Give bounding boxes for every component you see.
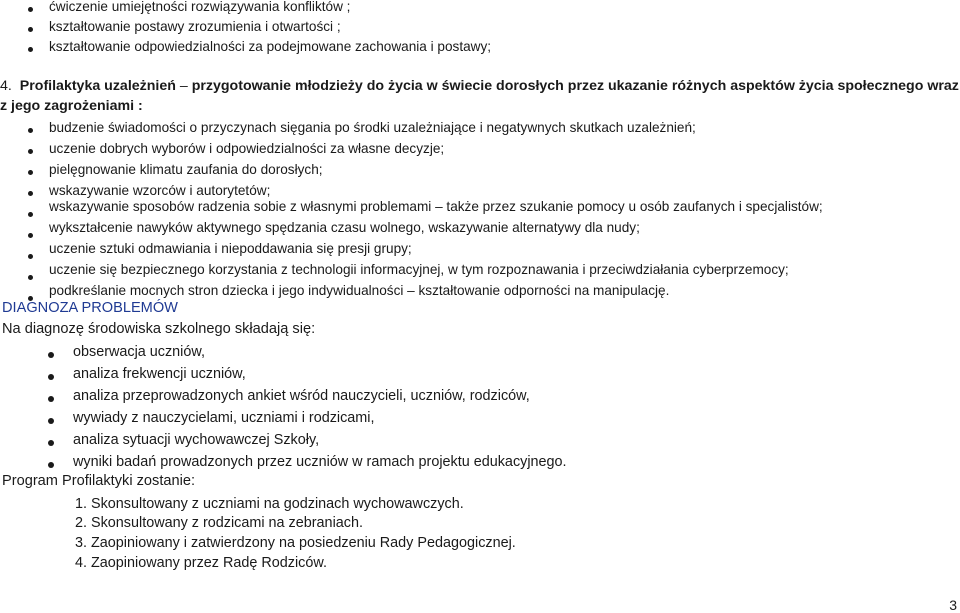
list-item: podkreślanie mocnych stron dziecka i jego indywidualności – kształtowanie odporności na manipulację. (49, 283, 670, 298)
list-item: wskazywanie wzorców i autorytetów; (49, 183, 271, 198)
bullet-icon (28, 27, 33, 32)
program-step: 3. Zaopiniowany i zatwierdzony na posiedzeniu Rady Pedagogicznej. (75, 535, 516, 551)
bullet-icon (48, 440, 54, 446)
list-item: wywiady z nauczycielami, uczniami i rodzicami, (73, 410, 375, 426)
bullet-icon (28, 275, 33, 280)
list-item: wskazywanie sposobów radzenia sobie z własnymi problemami – także przez szukanie pomocy u osób zaufanych i specjalistów; (49, 199, 823, 214)
bullet-icon (28, 170, 33, 175)
bullet-icon (48, 352, 54, 358)
list-item: analiza przeprowadzonych ankiet wśród nauczycieli, uczniów, rodziców, (73, 388, 530, 404)
bullet-icon (28, 128, 33, 133)
list-item: kształtowanie odpowiedzialności za podejmowane zachowania i postawy; (49, 39, 492, 54)
title-dash: – (179, 78, 188, 94)
section-title-line2-text: z jego zagrożeniami : (0, 98, 143, 114)
list-item: wyniki badań prowadzonych przez uczniów w ramach projektu edukacyjnego. (73, 454, 567, 470)
diagnoza-heading: DIAGNOZA PROBLEMÓW (2, 300, 178, 316)
list-item: wykształcenie nawyków aktywnego spędzania czasu wolnego, wskazywanie alternatywy dla nudy; (49, 220, 640, 235)
section-title-line2 (0, 98, 143, 114)
bullet-icon (28, 233, 33, 238)
list-item: pielęgnowanie klimatu zaufania do dorosłych; (49, 162, 323, 177)
list-item: ćwiczenie umiejętności rozwiązywania konfliktów ; (49, 0, 351, 14)
diagnoza-intro: Na diagnozę środowiska szkolnego składają się: (2, 321, 316, 337)
program-step: 4. Zaopiniowany przez Radę Rodziców. (75, 555, 327, 571)
list-item: obserwacja uczniów, (73, 344, 205, 360)
bullet-icon (48, 462, 54, 468)
list-item: analiza sytuacji wychowawczej Szkoły, (73, 432, 320, 448)
section-title: Profilaktyka uzależnień (19, 78, 176, 94)
bullet-icon (28, 254, 33, 259)
bullet-icon (28, 212, 33, 217)
section-heading (0, 78, 959, 94)
page-number: 3 (949, 597, 957, 613)
section-title-rest: przygotowanie młodzieży do życia w świecie dorosłych przez ukazanie różnych aspektów życia społecznego wraz (191, 78, 959, 94)
program-intro: Program Profilaktyki zostanie: (2, 473, 196, 489)
section-number: 4. (0, 78, 12, 94)
bullet-icon (28, 191, 33, 196)
bullet-icon (48, 418, 54, 424)
list-item: analiza frekwencji uczniów, (73, 366, 246, 382)
bullet-icon (28, 7, 33, 12)
list-item: uczenie sztuki odmawiania i niepoddawania się presji grupy; (49, 241, 412, 256)
list-item: uczenie dobrych wyborów i odpowiedzialności za własne decyzje; (49, 141, 445, 156)
bullet-icon (48, 396, 54, 402)
bullet-icon (28, 149, 33, 154)
list-item: budzenie świadomości o przyczynach sięgania po środki uzależniające i negatywnych skutkach uzależnień; (49, 120, 696, 135)
list-item: kształtowanie postawy zrozumienia i otwartości ; (49, 19, 341, 34)
bullet-icon (48, 374, 54, 380)
list-item: uczenie się bezpiecznego korzystania z technologii informacyjnej, w tym rozpoznawania i przeciwdziałania cyberprzemocy; (49, 262, 789, 277)
program-step: 1. Skonsultowany z uczniami na godzinach wychowawczych. (75, 496, 464, 512)
bullet-icon (28, 47, 33, 52)
program-step: 2. Skonsultowany z rodzicami na zebraniach. (75, 515, 363, 531)
